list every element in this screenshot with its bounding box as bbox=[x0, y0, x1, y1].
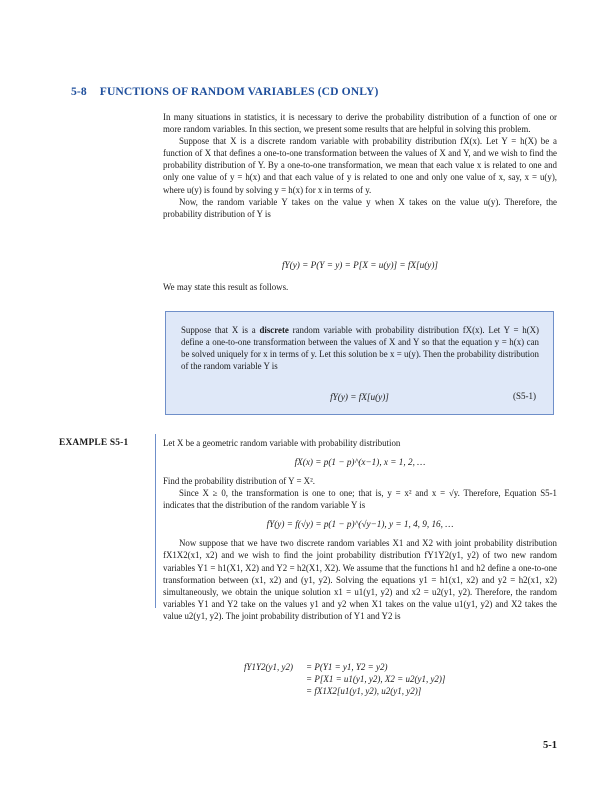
section-title: FUNCTIONS OF RANDOM VARIABLES (CD ONLY) bbox=[99, 85, 379, 98]
equation-number: (S5-1) bbox=[513, 391, 536, 401]
example-solution: Since X ≥ 0, the transformation is one to one; that is, y = x² and x = √y. Therefore, Equation S5-1 indicates that the distribution of the random variable Y is bbox=[163, 488, 557, 511]
intro-block bbox=[163, 111, 557, 220]
intro-paragraph-2: Suppose that X is a discrete random variable with probability distribution fX(x). Let Y = h(X) be a function of X that defines a one-to-one transformation between the values of X and Y, and we wish to find the probability distribution of Y. By a one-to-one transformation, we mean that each value x is related to one and only one value of y = h(x) and that each value of y is related to one and only one value of x, say, x = u(y), where u(y) is found by solving y = h(x) for x in terms of y. bbox=[163, 136, 557, 195]
page-number: 5-1 bbox=[543, 740, 557, 751]
example-task: Find the probability distribution of Y = X². bbox=[163, 476, 315, 487]
definition-box bbox=[165, 311, 554, 415]
joint-eq-lhs: fY1Y2(y1, y2) bbox=[244, 662, 293, 672]
equation-fy-derivation: fY(y) = P(Y = y) = P[X = u(y)] = fX[u(y)] bbox=[281, 260, 439, 270]
intro-paragraph-3: Now, the random variable Y takes on the value y when X takes on the value u(y). Therefore, the probability distribution of Y is bbox=[163, 196, 557, 219]
equation-result: fY(y) = f(√y) = p(1 − p)^(√y−1), y = 1, 4, 9, 16, … bbox=[266, 519, 454, 530]
example-intro: Let X be a geometric random variable with probability distribution bbox=[163, 438, 401, 448]
example-label: EXAMPLE S5-1 bbox=[59, 438, 129, 448]
section-number: 5-8 bbox=[71, 85, 87, 98]
intro-paragraph-1: In many situations in statistics, it is necessary to derive the probability distribution of a function of one or more random variables. In this section, we present some results that are helpful in solving this problem. bbox=[163, 112, 557, 135]
joint-eq-line-2: = P[X1 = u1(y1, y2), X2 = u2(y1, y2)] bbox=[306, 674, 446, 684]
equation-geometric: fX(x) = p(1 − p)^(x−1), x = 1, 2, … bbox=[294, 457, 426, 468]
definition-text-end: random variable with probability distribution fX(x). Let Y = h(X) define a one-to-one transformation between the values of X and Y so that the equation y = h(x) can be solved uniquely for x in terms of y. Let this solution be x = u(y). Then the probability distribution of the random variable Y is bbox=[181, 325, 540, 372]
statement-lead bbox=[163, 281, 557, 293]
equation-s5-1: fY(y) = fX[u(y)] bbox=[330, 392, 389, 402]
example-block bbox=[163, 437, 557, 622]
example-rule bbox=[155, 434, 156, 608]
definition-text-start: Suppose that X is a bbox=[181, 325, 260, 335]
definition-emphasis: discrete bbox=[259, 325, 289, 335]
joint-paragraph: Now suppose that we have two discrete random variables X1 and X2 with joint probability distribution fX1X2(x1, x2) and we wish to find the joint probability distribution fY1Y2(y1, y2) of two new random variables Y1 = h1(X1, X2) and Y2 = h2(X1, X2). We assume that the functions h1 and h2 define a one-to-one transformation between (x1, x2) and (y1, y2). Solving the equations y1 = h1(x1, x2) and y2 = h2(x1, x2) simultaneously, we obtain the unique solution x1 = u1(y1, y2) and x2 = u2(y1, y2). Therefore, the random variables Y1 and Y2 take on the values y1 and y2 when X1 takes on the value u1(y1, y2) and X2 takes the value u2(y1, y2). The joint probability distribution of Y1 and Y2 is bbox=[163, 538, 557, 621]
equation-joint bbox=[244, 661, 445, 697]
joint-eq-line-3: = fX1X2[u1(y1, y2), u2(y1, y2)] bbox=[306, 686, 422, 696]
statement-lead-text: We may state this result as follows. bbox=[163, 282, 289, 292]
section-heading bbox=[71, 85, 378, 98]
joint-eq-line-1: = P(Y1 = y1, Y2 = y2) bbox=[306, 662, 388, 672]
definition-text bbox=[181, 324, 539, 372]
